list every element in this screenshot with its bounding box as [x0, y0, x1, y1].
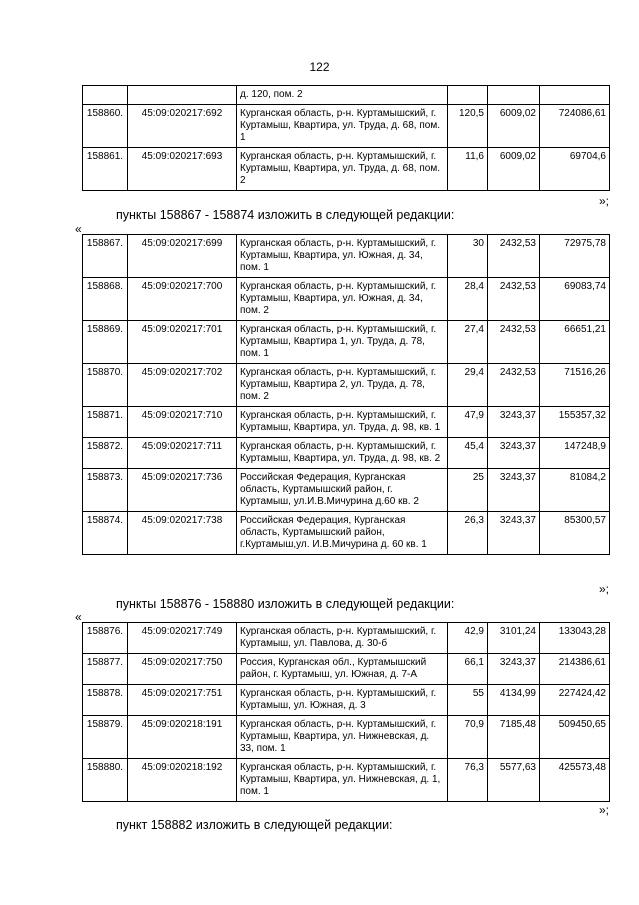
section-heading: пункты 158867 - 158874 изложить в следующей редакции:	[116, 208, 455, 222]
price-per-unit-cell: 2432,53	[488, 364, 540, 407]
price-per-unit-cell: 6009,02	[488, 105, 540, 148]
cadastral-number-cell: 45:09:020217:751	[128, 685, 237, 716]
cadastral-value-cell: 85300,57	[540, 512, 610, 555]
area-cell: 28,4	[448, 278, 488, 321]
table-row	[83, 759, 610, 802]
price-per-unit-cell: 4134,99	[488, 685, 540, 716]
table-row	[83, 654, 610, 685]
section-heading: пункты 158876 - 158880 изложить в следующей редакции:	[116, 597, 455, 611]
row-number-cell: 158873.	[83, 469, 128, 512]
area-cell: 42,9	[448, 623, 488, 654]
table-row	[83, 438, 610, 469]
address-cell: Курганская область, р-н. Куртамышский, г. Куртамыш, Квартира, ул. Труда, д. 98, кв. 2	[237, 438, 448, 469]
cadastral-value-cell: 147248,9	[540, 438, 610, 469]
price-per-unit-cell: 5577,63	[488, 759, 540, 802]
cadastral-value-cell: 155357,32	[540, 407, 610, 438]
area-cell: 45,4	[448, 438, 488, 469]
table-row	[83, 235, 610, 278]
closing-quote: »;	[598, 194, 609, 208]
cadastral-number-cell: 45:09:020217:692	[128, 105, 237, 148]
price-per-unit-cell: 3101,24	[488, 623, 540, 654]
address-cell: Курганская область, р-н. Куртамышский, г. Куртамыш, Квартира, ул. Нижневская, д. 1, пом. 1	[237, 759, 448, 802]
cadastral-value-cell: 724086,61	[540, 105, 610, 148]
cadastral-number-cell: 45:09:020217:736	[128, 469, 237, 512]
opening-quote: «	[75, 610, 82, 624]
table-row	[83, 86, 610, 105]
address-cell: д. 120, пом. 2	[237, 86, 448, 105]
address-cell: Курганская область, р-н. Куртамышский, г. Куртамыш, Квартира, ул. Южная, д. 34, пом. 2	[237, 278, 448, 321]
price-per-unit-cell: 6009,02	[488, 148, 540, 191]
cadastral-number-cell: 45:09:020218:191	[128, 716, 237, 759]
price-per-unit-cell: 2432,53	[488, 235, 540, 278]
registry-table-continued	[82, 85, 610, 191]
area-cell: 26,3	[448, 512, 488, 555]
closing-quote: »;	[598, 803, 609, 817]
address-cell: Курганская область, р-н. Куртамышский, г. Куртамыш, Квартира, ул. Нижневская, д. 33, пом. 1	[237, 716, 448, 759]
row-number-cell: 158868.	[83, 278, 128, 321]
address-cell: Курганская область, р-н. Куртамышский, г. Куртамыш, Квартира 2, ул. Труда, д. 78, пом. 2	[237, 364, 448, 407]
cadastral-value-cell: 227424,42	[540, 685, 610, 716]
area-cell: 66,1	[448, 654, 488, 685]
row-number-cell: 158861.	[83, 148, 128, 191]
cadastral-value-cell: 71516,26	[540, 364, 610, 407]
table-row	[83, 407, 610, 438]
area-cell: 30	[448, 235, 488, 278]
cadastral-value-cell: 133043,28	[540, 623, 610, 654]
cadastral-number-cell: 45:09:020217:700	[128, 278, 237, 321]
table-row	[83, 716, 610, 759]
registry-table-section-2	[82, 622, 610, 802]
address-cell: Российская Федерация, Курганская область, Куртамышский район, г. Куртамыш, ул.И.В.Мичурина д.60 кв. 2	[237, 469, 448, 512]
table-row	[83, 321, 610, 364]
section-heading: пункт 158882 изложить в следующей редакции:	[116, 818, 393, 832]
table-row	[83, 278, 610, 321]
opening-quote: «	[75, 222, 82, 236]
row-number-cell	[83, 86, 128, 105]
table-row	[83, 148, 610, 191]
price-per-unit-cell	[488, 86, 540, 105]
row-number-cell: 158872.	[83, 438, 128, 469]
cadastral-number-cell: 45:09:020217:711	[128, 438, 237, 469]
address-cell: Курганская область, р-н. Куртамышский, г. Куртамыш, ул. Южная, д. 3	[237, 685, 448, 716]
price-per-unit-cell: 3243,37	[488, 469, 540, 512]
cadastral-number-cell: 45:09:020217:750	[128, 654, 237, 685]
table-row	[83, 469, 610, 512]
area-cell: 27,4	[448, 321, 488, 364]
cadastral-value-cell	[540, 86, 610, 105]
row-number-cell: 158870.	[83, 364, 128, 407]
area-cell: 47,9	[448, 407, 488, 438]
area-cell: 120,5	[448, 105, 488, 148]
price-per-unit-cell: 3243,37	[488, 407, 540, 438]
table-row	[83, 364, 610, 407]
cadastral-number-cell: 45:09:020217:701	[128, 321, 237, 364]
cadastral-value-cell: 81084,2	[540, 469, 610, 512]
price-per-unit-cell: 7185,48	[488, 716, 540, 759]
cadastral-value-cell: 214386,61	[540, 654, 610, 685]
row-number-cell: 158876.	[83, 623, 128, 654]
address-cell: Россия, Курганская обл., Куртамышский район, г. Куртамыш, ул. Южная, д. 7-А	[237, 654, 448, 685]
row-number-cell: 158871.	[83, 407, 128, 438]
area-cell: 25	[448, 469, 488, 512]
cadastral-value-cell: 69083,74	[540, 278, 610, 321]
cadastral-number-cell: 45:09:020217:693	[128, 148, 237, 191]
table-row	[83, 512, 610, 555]
cadastral-value-cell: 425573,48	[540, 759, 610, 802]
cadastral-number-cell: 45:09:020218:192	[128, 759, 237, 802]
registry-table-section-1	[82, 234, 610, 555]
area-cell: 29,4	[448, 364, 488, 407]
address-cell: Курганская область, р-н. Куртамышский, г. Куртамыш, ул. Павлова, д. 30-б	[237, 623, 448, 654]
address-cell: Курганская область, р-н. Куртамышский, г. Куртамыш, Квартира, ул. Труда, д. 68, пом. 2	[237, 148, 448, 191]
cadastral-number-cell: 45:09:020217:699	[128, 235, 237, 278]
cadastral-number-cell: 45:09:020217:710	[128, 407, 237, 438]
cadastral-number-cell	[128, 86, 237, 105]
row-number-cell: 158860.	[83, 105, 128, 148]
address-cell: Курганская область, р-н. Куртамышский, г. Куртамыш, Квартира, ул. Южная, д. 34, пом. 1	[237, 235, 448, 278]
price-per-unit-cell: 3243,37	[488, 512, 540, 555]
address-cell: Российская Федерация, Курганская область, Куртамышский район, г.Куртамыш,ул. И.В.Мичурина д. 60 кв. 1	[237, 512, 448, 555]
price-per-unit-cell: 3243,37	[488, 438, 540, 469]
cadastral-value-cell: 69704,6	[540, 148, 610, 191]
cadastral-number-cell: 45:09:020217:749	[128, 623, 237, 654]
price-per-unit-cell: 2432,53	[488, 278, 540, 321]
row-number-cell: 158880.	[83, 759, 128, 802]
area-cell: 70,9	[448, 716, 488, 759]
price-per-unit-cell: 2432,53	[488, 321, 540, 364]
price-per-unit-cell: 3243,37	[488, 654, 540, 685]
row-number-cell: 158869.	[83, 321, 128, 364]
table-row	[83, 623, 610, 654]
area-cell: 76,3	[448, 759, 488, 802]
area-cell	[448, 86, 488, 105]
table-row	[83, 105, 610, 148]
row-number-cell: 158879.	[83, 716, 128, 759]
row-number-cell: 158877.	[83, 654, 128, 685]
area-cell: 11,6	[448, 148, 488, 191]
cadastral-number-cell: 45:09:020217:702	[128, 364, 237, 407]
table-row	[83, 685, 610, 716]
closing-quote: »;	[598, 582, 609, 596]
area-cell: 55	[448, 685, 488, 716]
address-cell: Курганская область, р-н. Куртамышский, г. Куртамыш, Квартира, ул. Труда, д. 68, пом. 1	[237, 105, 448, 148]
cadastral-number-cell: 45:09:020217:738	[128, 512, 237, 555]
address-cell: Курганская область, р-н. Куртамышский, г. Куртамыш, Квартира 1, ул. Труда, д. 78, пом. 1	[237, 321, 448, 364]
cadastral-value-cell: 509450,65	[540, 716, 610, 759]
page-number: 122	[309, 60, 330, 74]
cadastral-value-cell: 66651,21	[540, 321, 610, 364]
cadastral-value-cell: 72975,78	[540, 235, 610, 278]
address-cell: Курганская область, р-н. Куртамышский, г. Куртамыш, Квартира, ул. Труда, д. 98, кв. 1	[237, 407, 448, 438]
row-number-cell: 158874.	[83, 512, 128, 555]
row-number-cell: 158878.	[83, 685, 128, 716]
row-number-cell: 158867.	[83, 235, 128, 278]
